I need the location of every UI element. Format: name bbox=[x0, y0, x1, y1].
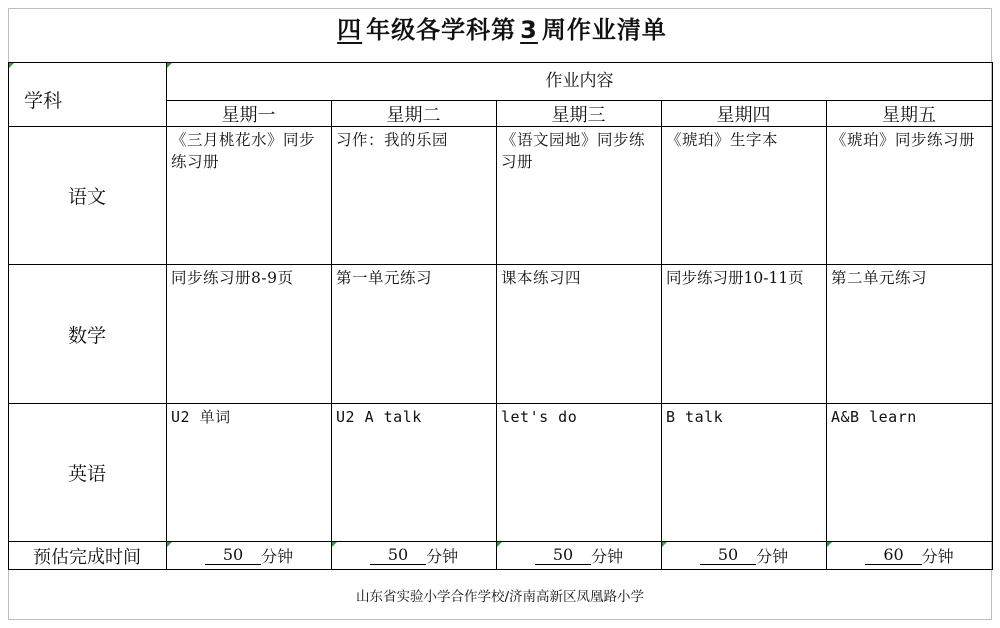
english-task-tue: U2 A talk bbox=[336, 408, 422, 426]
day-tuesday: 星期二 bbox=[386, 104, 441, 126]
math-task-fri: 第二单元练习 bbox=[831, 269, 928, 287]
week-value: 3 bbox=[520, 16, 538, 44]
chinese-task-thu: 《琥珀》生字本 bbox=[666, 131, 779, 149]
chinese-task-wed: 《语文园地》同步练习册 bbox=[501, 131, 646, 171]
subject-english: 英语 bbox=[67, 463, 106, 485]
english-task-mon: U2 单词 bbox=[171, 408, 231, 426]
subject-math: 数学 bbox=[67, 324, 106, 347]
time-mon: 50 分钟 bbox=[167, 542, 331, 569]
math-task-thu: 同步练习册10-11页 bbox=[666, 269, 804, 287]
title-middle: 年级各学科第 bbox=[366, 16, 517, 44]
homework-table bbox=[8, 62, 993, 570]
math-task-mon: 同步练习册8-9页 bbox=[171, 269, 294, 287]
english-task-fri: A&B learn bbox=[831, 408, 917, 426]
day-friday: 星期五 bbox=[882, 104, 936, 126]
time-wed: 50 分钟 bbox=[497, 542, 661, 569]
english-task-wed: let's do bbox=[501, 408, 578, 426]
day-thursday: 星期四 bbox=[716, 104, 771, 126]
cell-marker bbox=[827, 542, 832, 547]
time-thu: 50 分钟 bbox=[662, 542, 826, 569]
english-task-thu: B talk bbox=[666, 408, 724, 426]
cell-marker bbox=[332, 542, 337, 547]
time-fri: 60 分钟 bbox=[827, 542, 992, 569]
time-tue: 50 分钟 bbox=[332, 542, 496, 569]
cell-marker bbox=[167, 542, 172, 547]
math-task-tue: 第一单元练习 bbox=[336, 269, 433, 287]
subject-chinese: 语文 bbox=[67, 186, 106, 208]
time-label: 预估完成时间 bbox=[33, 546, 141, 568]
grade-value: 四 bbox=[337, 16, 363, 44]
chinese-task-mon: 《三月桃花水》同步练习册 bbox=[171, 131, 316, 171]
cell-marker bbox=[9, 63, 14, 68]
chinese-task-tue: 习作：我的乐园 bbox=[336, 131, 449, 149]
page-title bbox=[0, 10, 1000, 45]
math-task-wed: 课本练习四 bbox=[501, 269, 582, 287]
content-header: 作业内容 bbox=[545, 70, 614, 91]
title-end: 周作业清单 bbox=[541, 16, 667, 44]
subject-header: 学科 bbox=[24, 90, 63, 112]
day-monday: 星期一 bbox=[221, 104, 276, 126]
day-wednesday: 星期三 bbox=[551, 104, 606, 126]
cell-marker bbox=[662, 542, 667, 547]
cell-marker bbox=[497, 542, 502, 547]
cell-marker bbox=[167, 63, 172, 68]
school-footer: 山东省实验小学合作学校/济南高新区凤凰路小学 bbox=[355, 589, 645, 605]
chinese-task-fri: 《琥珀》同步练习册 bbox=[831, 131, 976, 149]
